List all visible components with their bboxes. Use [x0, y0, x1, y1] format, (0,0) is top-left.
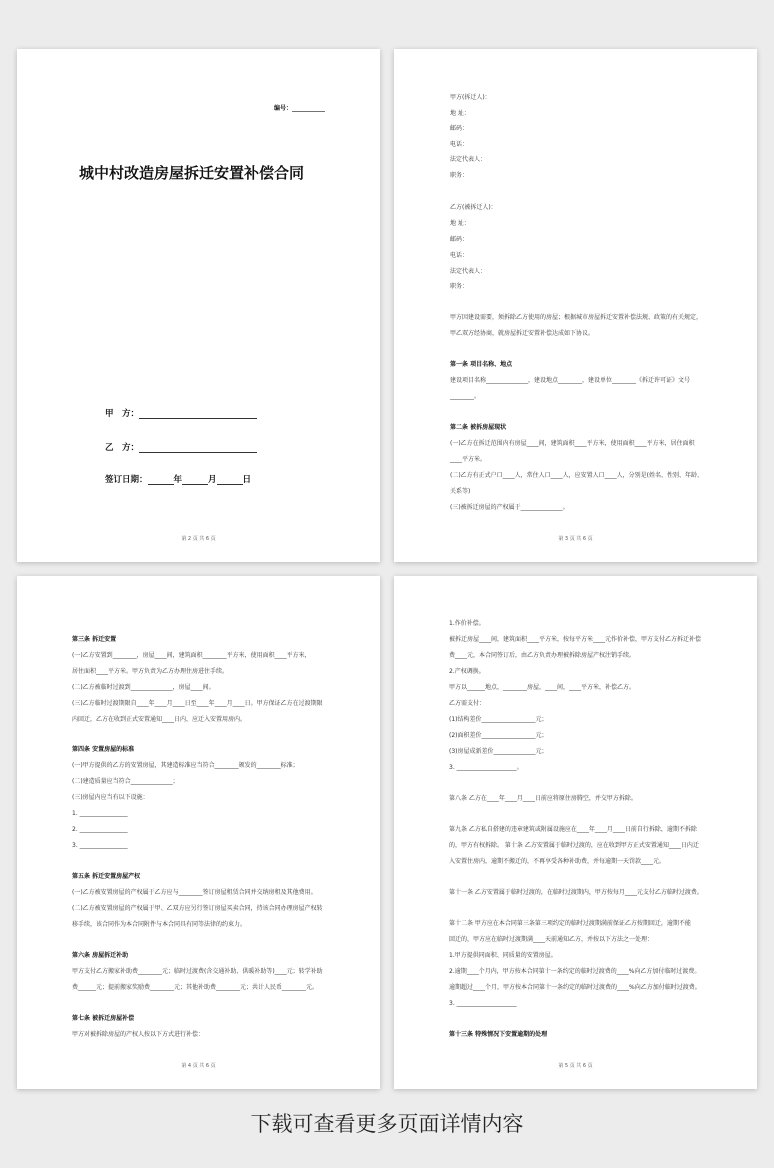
sign-date-line — [105, 473, 251, 485]
text-line: (三)房屋内应当有以下设施： — [72, 794, 149, 801]
document-page-4 — [394, 576, 757, 1089]
text-line: 2. ________________ — [72, 826, 128, 833]
text-line: 入安置住房内，逾期不搬迁的，不再享受各种补助费，并每逾期一天罚款____元。 — [449, 858, 666, 865]
text-line: 3. ________________ — [72, 842, 128, 849]
text-line: 甲方因建设需要，须拆除乙方使用的房屋；根据城市房屋拆迁安置补偿法规、政策的有关规定， — [450, 314, 703, 321]
text-line: 乙方需支付： — [449, 700, 486, 707]
text-line: 建设项目名称______________，建设地点________，建设单位________《拆迁许可证》文号 — [450, 377, 691, 384]
text-line: 甲方以______地点，________房屋，____间，____平方米，补偿乙方。 — [449, 684, 636, 691]
text-line: 第十一条 乙方安置属于临时过渡的，在临时过渡期内，甲方按每月____元支付乙方临时过渡费。 — [449, 889, 703, 896]
party-a-signature-line — [105, 407, 257, 419]
document-page-cover — [17, 49, 380, 562]
text-line: 法定代表人： — [450, 156, 487, 163]
section-heading: 第七条 被拆迁房屋补偿 — [72, 1015, 135, 1022]
text-line: 移手续，该合同作为本合同附件与本合同具有同等法律的约束力。 — [72, 921, 247, 928]
text-line: ________。 — [450, 393, 481, 400]
page-number: 第 3 页 共 6 页 — [558, 536, 593, 542]
text-line: (三)乙方临时过渡期限自____年____月____日至____年____月____日。甲方保证乙方在过渡期限 — [72, 700, 323, 707]
text-line: 地 址： — [450, 110, 470, 117]
text-line: 费____元，本合同签订后，由乙方负责办理被拆除房屋产权注销手续。 — [449, 652, 636, 659]
section-heading: 第二条 被拆房屋现状 — [450, 424, 507, 431]
text-line: 1.作价补偿。 — [449, 620, 485, 627]
text-line: 2.逾期____个月内，甲方按本合同第十一条约定的临时过渡费的____%向乙方加付临时过渡费。 — [449, 968, 701, 975]
text-line: 乙方(被拆迁人)： — [450, 204, 497, 211]
text-line: ____平方米。 — [450, 456, 487, 463]
text-line: 3. ____________________。 — [449, 764, 523, 771]
download-more-note: 下载可查看更多页面详情内容 — [250, 1112, 524, 1136]
text-line: 的，甲方有权拆除。 第十条 乙方安置属于临时过渡的，应在收到甲方正式安置通知____日内迁 — [449, 842, 699, 849]
text-line: 邮码： — [450, 236, 469, 243]
text-line: 第八条 乙方在____年____月____日前应将原住房腾空，并交甲方拆除。 — [449, 795, 637, 802]
document-page-2 — [394, 49, 757, 562]
text-line: 内回迁，乙方在收到正式安置通知____日内，应迁入安置用房内。 — [72, 716, 247, 723]
text-line: (一)甲方提供的乙方的安置房屋，其建造标准应当符合________颁发的________标准； — [72, 762, 299, 769]
page-number: 第 5 页 共 6 页 — [558, 1063, 593, 1069]
text-line: 职务： — [450, 283, 469, 290]
text-line: (二)乙方被临时过渡到______________，房屋____间。 — [72, 684, 215, 691]
text-line: (二)乙方有正式户口____人，常住人口____人，应安置人口____人，分别是(姓名、性别、年龄、 — [450, 472, 704, 479]
text-line: (三)被拆迁房屋的产权属于______________。 — [450, 504, 569, 511]
text-line: 1. ________________ — [72, 810, 128, 817]
text-line: (1)结构差价__________________元； — [449, 716, 548, 723]
text-line: (一)乙方被安置房屋的产权属于乙方应与________签订房屋租赁合同并交纳房租及其他费用。 — [72, 889, 317, 896]
text-line: (3)房屋成新差价______________元； — [449, 748, 548, 755]
section-heading: 第三条 拆迁安置 — [72, 636, 117, 643]
text-line: (一)乙方在拆迁范围内有房屋____间，建筑面积____平方米，使用面积____平方米，居住面积 — [450, 440, 695, 447]
text-line: 费______元；提前搬家奖励费________元；其他补助费________元；共计人民币________元。 — [72, 984, 319, 991]
text-line: 2.产权调换。 — [449, 668, 485, 675]
text-line: 地 址： — [450, 220, 470, 227]
contract-title: 城中村改造房屋拆迁安置补偿合同 — [79, 164, 305, 182]
contract-number-label: 编号：___________ — [273, 105, 325, 112]
text-line: (2)面积差价__________________元； — [449, 732, 548, 739]
text-line: 第九条 乙方私自搭建的违章建筑或附属设施应在____年____月____日前自行拆除，逾期不拆除 — [449, 826, 697, 833]
text-line: 电话： — [450, 252, 469, 259]
sign-date-label: 签订日期： — [105, 475, 148, 485]
text-line: 逾期超过____个月，甲方按本合同第十一条约定的临时过渡费的____%向乙方加付临时过渡费。 — [449, 984, 701, 991]
text-line: 甲方支付乙方搬家补助费________元；临时过渡费(含交通补助、供暖补助等)____元；转学补助 — [72, 968, 323, 975]
text-line: 1.甲方提供同面积、同质量的安置房屋。 — [449, 952, 557, 959]
text-line: 被拆迁房屋____间，建筑面积____平方米，按每平方米____元作价补偿，甲方支付乙方拆迁补偿 — [449, 636, 702, 643]
party-a-label: 甲 方： — [105, 409, 140, 419]
text-line: (二)建造质量应当符合______________； — [72, 778, 179, 785]
document-page-3 — [17, 576, 380, 1089]
text-line: 第十二条 甲方应在本合同第三条第三项约定的临时过渡期满前保证乙方按期回迁，逾期不能 — [449, 920, 691, 927]
month-label: 月 — [208, 475, 217, 485]
section-heading: 第一条 项目名称、地点 — [450, 361, 513, 368]
section-heading: 第四条 安置房屋的标准 — [72, 746, 135, 753]
day-label: 日 — [242, 475, 252, 485]
party-b-signature-line — [105, 441, 257, 453]
text-line: 职务： — [450, 172, 469, 179]
text-line: 甲方对被拆除房屋的产权人按以下方式进行补偿： — [72, 1031, 205, 1038]
text-line: 回迁的，甲方应在临时过渡期满____天前通知乙方，并按以下方法之一处理： — [449, 936, 654, 943]
text-line: (一)乙方安置到________，房屋____间，建筑面积________平方米，使用面积____平方米， — [72, 652, 311, 659]
text-line: 电话： — [450, 141, 469, 148]
party-b-label: 乙 方： — [105, 443, 140, 453]
text-line: 关系等) — [450, 488, 471, 495]
section-heading: 第十三条 特殊情况下安置逾期的处理 — [449, 1031, 548, 1038]
text-line: 3. ____________________ — [449, 1000, 517, 1007]
page-number: 第 4 页 共 6 页 — [181, 1063, 216, 1069]
page-number: 第 2 页 共 6 页 — [181, 536, 216, 542]
text-line: 法定代表人： — [450, 268, 487, 275]
year-label: 年 — [173, 475, 183, 485]
section-heading: 第五条 拆迁安置房屋产权 — [72, 873, 141, 880]
section-heading: 第六条 房屋拆迁补助 — [72, 952, 129, 959]
text-line: 甲方(拆迁人)： — [450, 94, 491, 101]
text-line: 邮码： — [450, 125, 469, 132]
text-line: (二)乙方被安置房屋的产权属于甲、乙双方应另行签订房屋买卖合同，持该合同办理房屋产权转 — [72, 905, 323, 912]
text-line: 甲乙双方经协商，就房屋拆迁安置补偿达成如下协议。 — [450, 330, 595, 337]
text-line: 居住面积____平方米。甲方负责为乙方办理住房进住手续。 — [72, 668, 229, 675]
